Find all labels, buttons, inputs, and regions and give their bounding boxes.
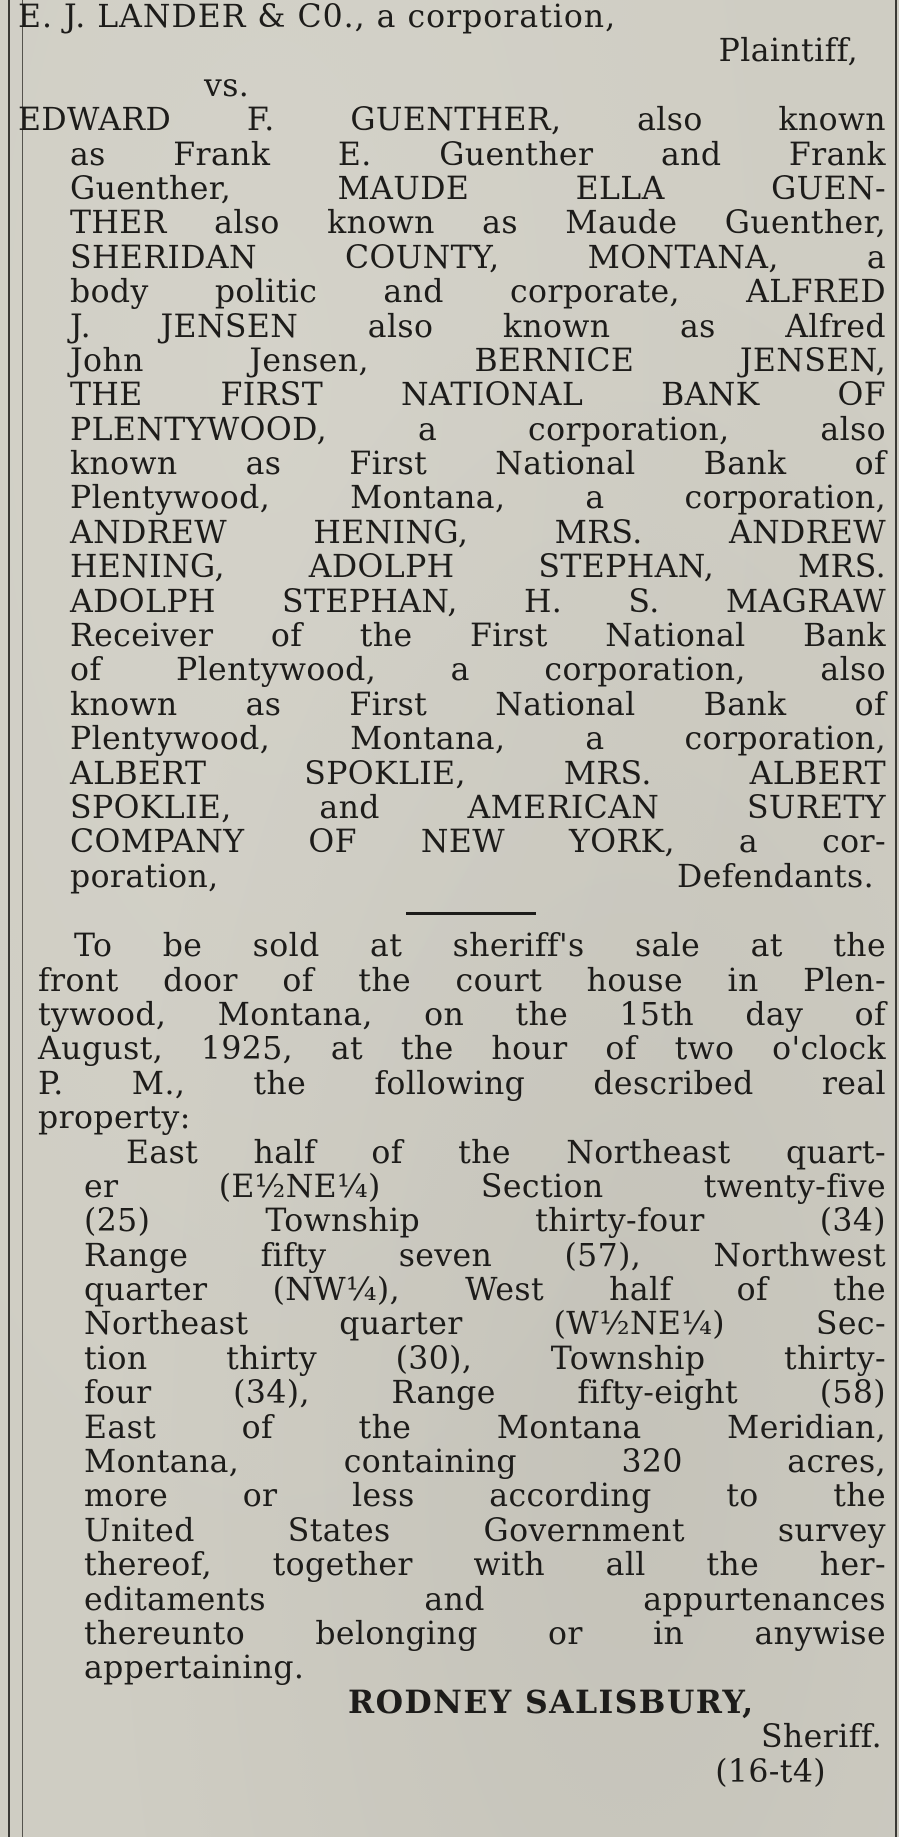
notice-reference: (16-t4) (715, 1753, 826, 1790)
property-line: East of the Montana Meridian, (84, 1409, 886, 1446)
defendant-line: body politic and corporate, ALFRED (70, 274, 886, 311)
property-line: thereof, together with all the her- (84, 1547, 886, 1584)
property-line: Range fifty seven (57), Northwest (84, 1237, 886, 1274)
defendant-line: known as First National Bank of (70, 446, 886, 483)
plaintiff-label: Plaintiff, (718, 33, 858, 70)
defendant-line: Guenther, MAUDE ELLA GUEN- (70, 170, 886, 207)
defendant-line: SHERIDAN COUNTY, MONTANA, a (70, 239, 886, 276)
property-line: editaments and appurtenances (84, 1581, 886, 1618)
sheriff-title: Sheriff. (760, 1719, 882, 1756)
defendants-last-text: poration, (70, 858, 219, 895)
property-line: tion thirty (30), Township thirty- (84, 1340, 886, 1377)
defendant-line: SPOKLIE, and AMERICAN SURETY (70, 789, 886, 826)
defendant-line: known as First National Bank of (70, 686, 886, 723)
defendant-line: John Jensen, BERNICE JENSEN, (70, 342, 886, 379)
property-line: appertaining. (84, 1650, 305, 1687)
defendant-line: THE FIRST NATIONAL BANK OF (70, 377, 886, 414)
notice-line: To be sold at sheriff's sale at the (74, 928, 886, 965)
notice-line: property: (38, 1100, 191, 1137)
notice-line: P. M., the following described real (38, 1065, 886, 1102)
defendants-block (18, 103, 886, 860)
defendant-line: ANDREW HENING, MRS. ANDREW (70, 514, 886, 551)
defendant-line: EDWARD F. GUENTHER, also known (18, 102, 886, 139)
property-line: Northeast quarter (W½NE¼) Sec- (84, 1306, 886, 1343)
property-line: er (E½NE¼) Section twenty-five (84, 1168, 886, 1205)
legal-notice (18, 0, 886, 1789)
column-rule-left (8, 0, 10, 1837)
defendant-line: Plentywood, Montana, a corporation, (70, 721, 886, 758)
defendant-line: ADOLPH STEPHAN, H. S. MAGRAW (70, 583, 886, 620)
notice-line: tywood, Montana, on the 15th day of (38, 996, 886, 1033)
notice-line: August, 1925, at the hour of two o'clock (38, 1031, 886, 1068)
defendant-line: as Frank E. Guenther and Frank (70, 136, 886, 173)
property-line: more or less according to the (84, 1478, 886, 1515)
defendant-line: ALBERT SPOKLIE, MRS. ALBERT (70, 755, 886, 792)
defendant-line: HENING, ADOLPH STEPHAN, MRS. (70, 549, 886, 586)
plaintiff-line: E. J. LANDER & C0., a corporation, (18, 0, 617, 35)
defendant-line: of Plentywood, a corporation, also (70, 652, 886, 689)
property-line: thereunto belonging or in anywise (84, 1615, 886, 1652)
property-line: four (34), Range fifty-eight (58) (84, 1375, 886, 1412)
property-line: United States Government survey (84, 1512, 886, 1549)
versus-label: vs. (204, 67, 250, 104)
defendant-line: THER also known as Maude Guenther, (70, 205, 886, 242)
property-line: (25) Township thirty-four (34) (84, 1203, 886, 1240)
section-divider (406, 912, 536, 915)
defendants-label: Defendants. (677, 858, 874, 895)
defendant-line: COMPANY OF NEW YORK, a cor- (70, 824, 886, 861)
property-line: quarter (NW¼), West half of the (84, 1272, 886, 1309)
property-line: East half of the Northeast quart- (126, 1134, 886, 1171)
property-description (18, 1136, 886, 1686)
sheriff-name: RODNEY SALISBURY, (348, 1683, 755, 1721)
sale-notice (18, 929, 886, 1135)
defendant-line: Receiver of the First National Bank (70, 618, 886, 655)
defendant-line: Plentywood, Montana, a corporation, (70, 480, 886, 517)
notice-line: front door of the court house in Plen- (38, 962, 886, 999)
property-line: Montana, containing 320 acres, (84, 1444, 886, 1481)
defendant-line: J. JENSEN also known as Alfred (70, 308, 886, 345)
defendant-line: PLENTYWOOD, a corporation, also (70, 411, 886, 448)
defendants-last-line (18, 860, 886, 894)
column-rule-right (895, 0, 897, 1837)
